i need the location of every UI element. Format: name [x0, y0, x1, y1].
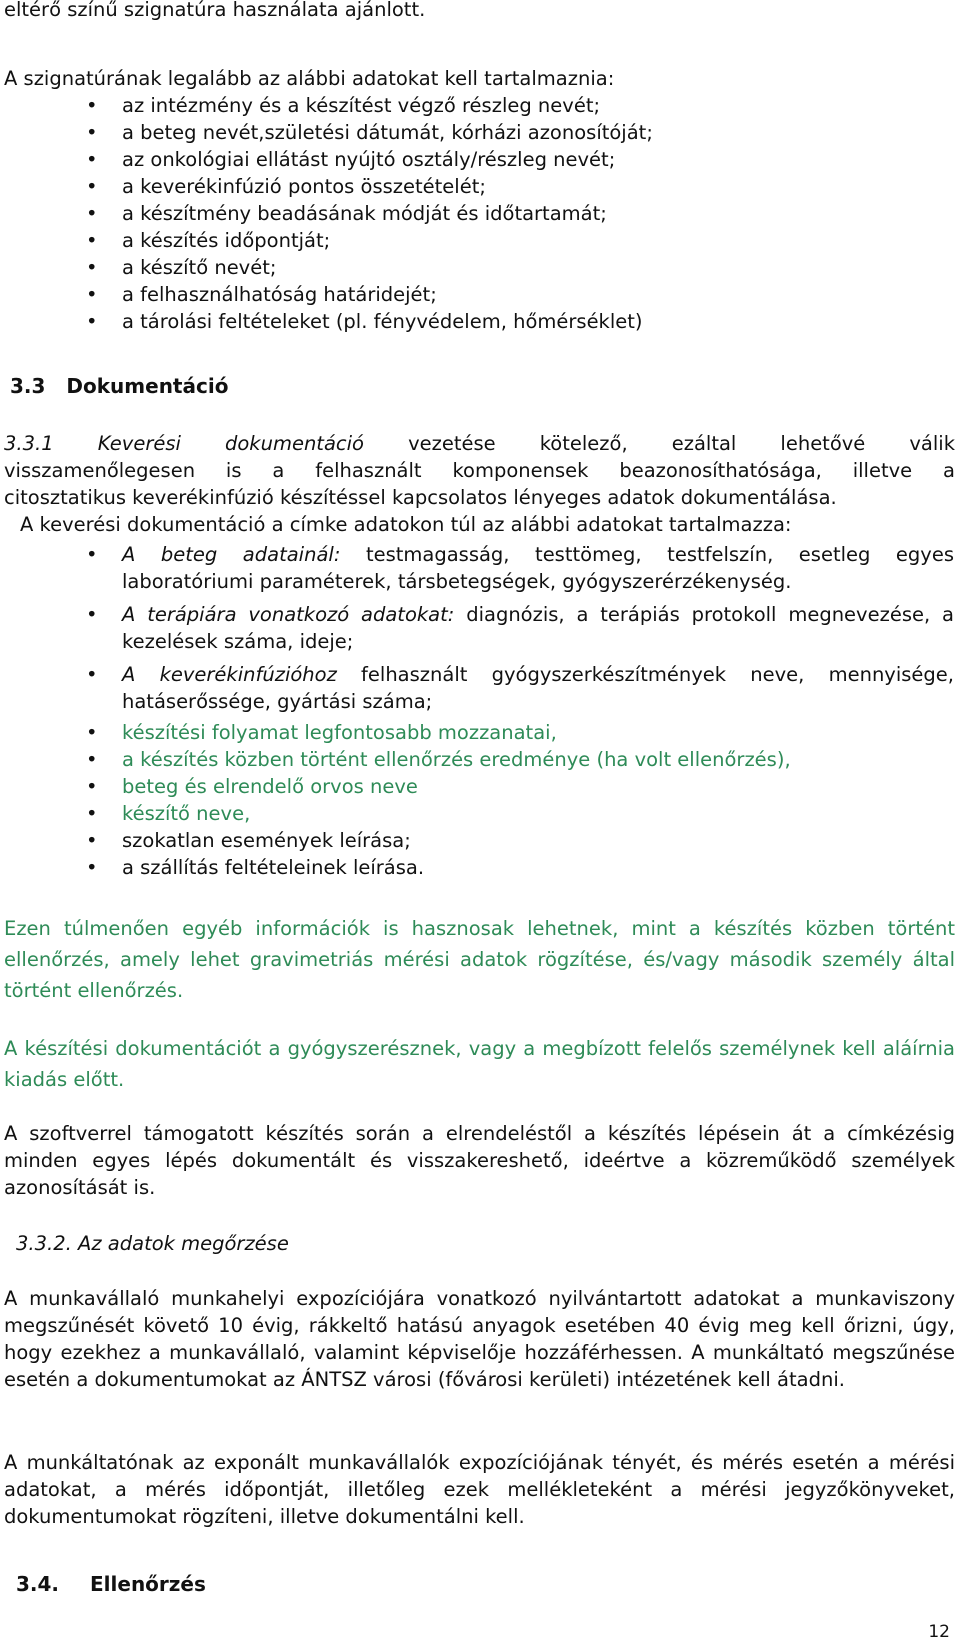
section-number: 3.4. [16, 1572, 60, 1596]
list-item: • az onkológiai ellátást nyújtó osztály/részleg nevét; [86, 148, 616, 171]
section-number: 3.3 [10, 374, 46, 398]
list-item: • A keverékinfúzióhoz felhasznált gyógyszerkészítmények neve, mennyisége, hatáserőssége, gyártási száma; [86, 663, 954, 713]
list-item: • a keverékinfúzió pontos összetételét; [86, 175, 486, 198]
list-item: • A terápiára vonatkozó adatokat: diagnózis, a terápiás protokoll megnevezése, a kezelések száma, ideje; [86, 603, 954, 653]
employer-paragraph: A munkáltatónak az exponált munkavállalók expozíciójának tényét, és mérés esetén a mérési adatokat, a mérés időpontját, illetőleg ezek mellékleteként a mérési jegyzőkönyveket, dokumentumokat rögzíteni, illetve dokumentálni kell. [4, 1451, 955, 1528]
para-3-3-1-line3: citosztatikus keverékinfúzió készítéssel kapcsolatos lényeges adatok dokumentálása. [4, 486, 837, 509]
list-item: • a felhasználhatóság határidejét; [86, 283, 437, 306]
retention-paragraph: A munkavállaló munkahelyi expozíciójára vonatkozó nyilvántartott adatokat a munkaviszony megszűnését követő 10 évig, rákkeltő hatású anyagok esetében 40 évig meg kell őrizni, úgy, hogy ezekhez a munkavállaló, valamint képviselője hozzáférhessen. A munkáltató megszűnése esetén a dokumentumokat az ÁNTSZ városi (fővárosi kerületi) intézetének kell átadni. [4, 1287, 955, 1391]
para-3-3-1-line1 [4, 430, 955, 457]
section-title: Ellenőrzés [90, 1572, 206, 1596]
list-item: • a készítés közben történt ellenőrzés eredménye (ha volt ellenőrzés), [86, 748, 791, 771]
list-item: • a készítmény beadásának módját és időtartamát; [86, 202, 607, 225]
bullet-icon: • [86, 310, 98, 333]
bullet-icon: • [86, 256, 98, 279]
doc-list [86, 541, 955, 881]
bullet-icon: • [86, 283, 98, 306]
software-paragraph: A szoftverrel támogatott készítés során a elrendeléstől a készítés lépésein át a címkézésig minden egyes lépés dokumentált és visszakereshető, ideértve a közreműködő személyek azonosítását is. [4, 1122, 955, 1199]
list-item: • a készítés időpontját; [86, 229, 331, 252]
list-item: • az intézmény és a készítést végző részleg nevét; [86, 94, 601, 117]
signature-intro: A szignatúrának legalább az alábbi adatokat kell tartalmaznia: [4, 67, 615, 90]
section-heading-3-3-2: 3.3.2. Az adatok megőrzése [16, 1232, 289, 1255]
page-number: 12 [928, 1622, 950, 1642]
bullet-icon: • [86, 775, 98, 798]
bullet-icon: • [86, 543, 98, 566]
para-italic-term: Keverési dokumentáció [97, 432, 364, 455]
green-paragraph-1: Ezen túlmenően egyéb információk is hasznosak lehetnek, mint a készítés közben történt ellenőrzés, amely lehet gravimetriás mérési adatok rögzítése, és/vagy második személy által történt ellenőrzés. [4, 917, 955, 1002]
bullet-icon: • [86, 94, 98, 117]
doc-list-intro: A keverési dokumentáció a címke adatokon túl az alábbi adatokat tartalmazza: [20, 513, 792, 536]
list-item: • a szállítás feltételeinek leírása. [86, 856, 425, 879]
list-item: • a beteg nevét,születési dátumát, kórházi azonosítóját; [86, 121, 653, 144]
section-heading-3-4 [16, 1572, 206, 1596]
list-item: • A beteg adatainál: testmagasság, testtömeg, testfelszín, esetleg egyes laboratóriumi paraméterek, társbetegségek, gyógyszerérzékenység. [86, 543, 955, 593]
section-heading-3-3 [10, 374, 228, 398]
bullet-icon: • [86, 202, 98, 225]
green-paragraph-2: A készítési dokumentációt a gyógyszerésznek, vagy a megbízott felelős személynek kell aláírnia kiadás előtt. [4, 1037, 955, 1091]
bullet-icon: • [86, 148, 98, 171]
list-item: • a tárolási feltételeket (pl. fényvédelem, hőmérséklet) [86, 310, 643, 333]
para-3-3-1-line2: visszamenőlegesen is a felhasznált komponensek beazonosíthatósága, illetve a [4, 459, 955, 482]
bullet-icon: • [86, 721, 98, 744]
bullet-icon: • [86, 829, 98, 852]
bullet-icon: • [86, 802, 98, 825]
intro-line: eltérő színű szignatúra használata ajánlott. [4, 0, 426, 21]
bullet-icon: • [86, 121, 98, 144]
bullet-icon: • [86, 856, 98, 879]
list-item: • beteg és elrendelő orvos neve [86, 775, 418, 798]
para-line1-rest: vezetése kötelező, ezáltal lehetővé válik [408, 432, 955, 455]
bullet-icon: • [86, 663, 98, 686]
bullet-icon: • [86, 748, 98, 771]
list-item: • a készítő nevét; [86, 256, 277, 279]
list-item: • készítő neve, [86, 802, 251, 825]
list-item: • készítési folyamat legfontosabb mozzanatai, [86, 721, 557, 744]
bullet-icon: • [86, 229, 98, 252]
para-number: 3.3.1 [4, 432, 54, 455]
list-item: • szokatlan események leírása; [86, 829, 411, 852]
bullet-icon: • [86, 603, 98, 626]
signature-list [86, 92, 942, 335]
bullet-icon: • [86, 175, 98, 198]
section-title: Dokumentáció [66, 374, 229, 398]
